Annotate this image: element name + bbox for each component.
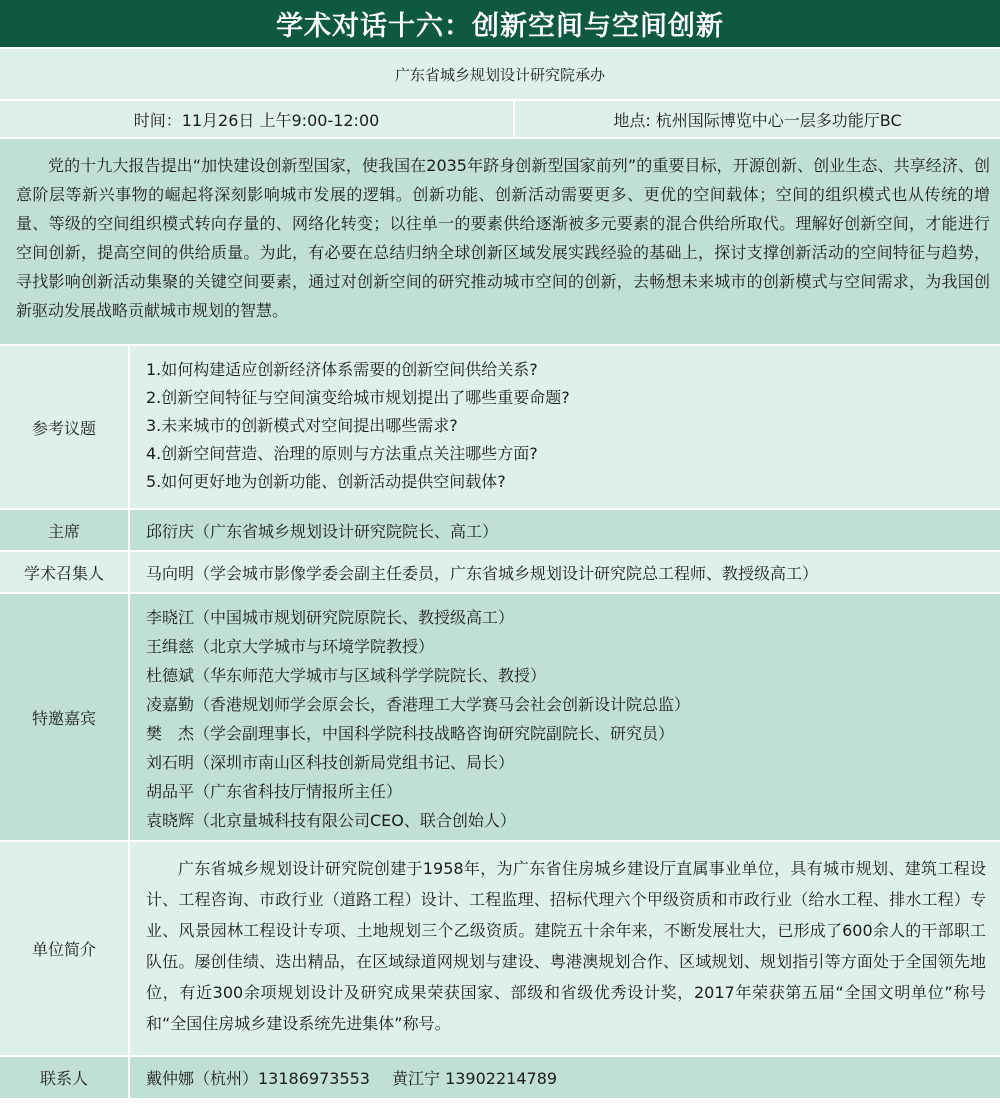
page-title-text: 学术对话十六：创新空间与空间创新 <box>276 11 724 42</box>
contact-person-1: 戴仲娜（杭州）13186973553 <box>146 1069 370 1088</box>
convener-value <box>130 552 1000 592</box>
guest-item: 王缉慈（北京大学城市与环境学院教授） <box>146 637 435 656</box>
chair-text: 邱衍庆（广东省城乡规划设计研究院院长、高工） <box>146 521 499 541</box>
guests-label: 特邀嘉宾 <box>0 594 128 840</box>
place-cell <box>515 101 1000 137</box>
topic-item: 5.如何更好地为创新功能、创新活动提供空间载体? <box>146 472 506 491</box>
unit-label: 单位简介 <box>0 842 128 1055</box>
contact-label: 联系人 <box>0 1057 128 1098</box>
guest-item: 凌嘉勤（香港规划师学会原会长，香港理工大学赛马会社会创新设计院总监） <box>146 695 691 714</box>
unit-row <box>0 842 1000 1055</box>
guest-item: 胡品平（广东省科技厅情报所主任） <box>146 782 403 801</box>
page-title <box>0 0 1000 47</box>
contact-value <box>130 1057 1000 1098</box>
unit-intro <box>130 842 1000 1055</box>
topic-item: 3.未来城市的创新模式对空间提出哪些需求? <box>146 416 458 435</box>
guest-item: 李晓江（中国城市规划研究院原院长、教授级高工） <box>146 608 515 627</box>
time-cell <box>0 101 513 137</box>
place-text: 地点: 杭州国际博览中心一层多功能厅BC <box>613 110 902 130</box>
topics-list <box>130 346 1000 508</box>
guest-item: 杜德斌（华东师范大学城市与区域科学学院院长、教授） <box>146 666 547 685</box>
convener-text: 马向明（学会城市影像学委会副主任委员，广东省城乡规划设计研究院总工程师、教授级高工） <box>146 563 819 583</box>
topic-item: 4.创新空间营造、治理的原则与方法重点关注哪些方面? <box>146 444 538 463</box>
host-text: 广东省城乡规划设计研究院承办 <box>394 65 605 84</box>
topics-row <box>0 346 1000 508</box>
chair-value <box>130 510 1000 550</box>
convener-row <box>0 552 1000 592</box>
topics-label: 参考议题 <box>0 346 128 508</box>
guest-item: 袁晓辉（北京量城科技有限公司CEO、联合创始人） <box>146 811 516 830</box>
unit-paragraph: 广东省城乡规划设计研究院创建于1958年，为广东省住房城乡建设厅直属事业单位，具有城市规划、建筑工程设计、工程咨询、市政行业（道路工程）设计、工程监理、招标代理六个甲级资质和市政行业（给水工程、排水工程）专业、风景园林工程设计专项、土地规划三个乙级资质。建院五十余年来，不断发展壮大，已形成了600余人的干部职工队伍。屡创佳绩、迭出精品，在区域绿道网规划与建设、粤港澳规划合作、区域规划、规划指引等方面处于全国领先地位，有近300余项规划设计及研究成果荣获国家、部级和省级优秀设计奖，2017年荣获第五届“全国文明单位”称号和“全国住房城乡建设系统先进集体”称号。 <box>146 859 986 1033</box>
time-place-row <box>0 101 1000 137</box>
guest-item: 樊 杰（学会副理事长，中国科学院科技战略咨询研究院副院长、研究员） <box>146 724 675 743</box>
intro-section <box>0 139 1000 344</box>
contact-row <box>0 1057 1000 1098</box>
chair-label: 主席 <box>0 510 128 550</box>
guest-item: 刘石明（深圳市南山区科技创新局党组书记、局长） <box>146 753 515 772</box>
topic-item: 1.如何构建适应创新经济体系需要的创新空间供给关系? <box>146 360 538 379</box>
chair-row <box>0 510 1000 550</box>
contact-person-2: 黄江宁 13902214789 <box>391 1069 558 1088</box>
time-text: 时间：11月26日 上午9:00-12:00 <box>133 110 380 130</box>
guests-list <box>130 594 1000 840</box>
host-banner <box>0 49 1000 99</box>
topic-item: 2.创新空间特征与空间演变给城市规划提出了哪些重要命题? <box>146 388 570 407</box>
guests-row <box>0 594 1000 840</box>
convener-label: 学术召集人 <box>0 552 128 592</box>
intro-paragraph: 党的十九大报告提出“加快建设创新型国家，使我国在2035年跻身创新型国家前列”的重要目标，开源创新、创业生态、共享经济、创意阶层等新兴事物的崛起将深刻影响城市发展的逻辑。创新功能、创新活动需要更多、更优的空间载体；空间的组织模式也从传统的增量、等级的空间组织模式转向存量的、网络化转变；以往单一的要素供给逐渐被多元要素的混合供给所取代。理解好创新空间，才能进行空间创新，提高空间的供给质量。为此，有必要在总结归纳全球创新区域发展实践经验的基础上，探讨支撑创新活动的空间特征与趋势，寻找影响创新活动集聚的关键空间要素，通过对创新空间的研究推动城市空间的创新，去畅想未来城市的创新模式与空间需求，为我国创新驱动发展战略贡献城市规划的智慧。 <box>16 156 990 320</box>
